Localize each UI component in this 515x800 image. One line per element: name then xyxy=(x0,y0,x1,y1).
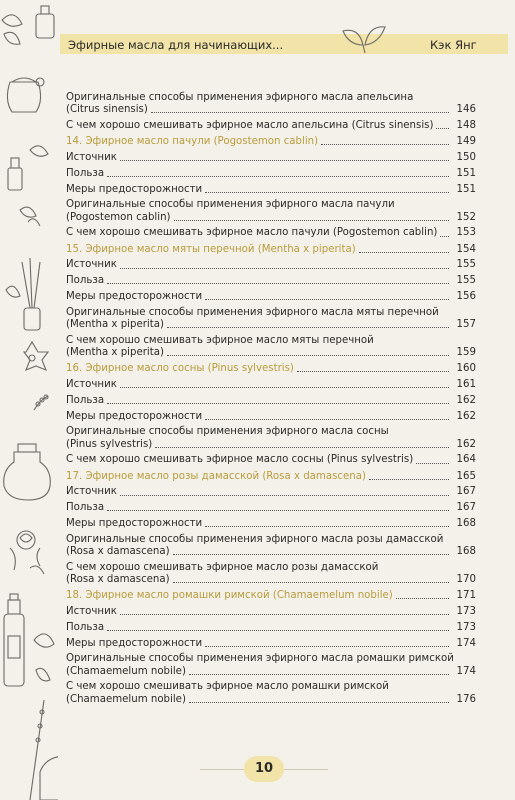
author-name: Кэк Янг xyxy=(430,38,477,52)
toc-entry-title: Источник xyxy=(66,378,117,390)
toc-page-number: 153 xyxy=(456,227,476,239)
toc-entry xyxy=(66,275,476,287)
toc-entry-title: Источник xyxy=(66,152,117,163)
dot-leader xyxy=(436,128,449,129)
leaf-icon xyxy=(2,15,22,44)
toc-entry-title: Меры предосторожности xyxy=(66,517,203,529)
toc-entry xyxy=(66,184,476,196)
toc-entry-title: Польза xyxy=(66,502,105,514)
toc-entry-title: С чем хорошо смешивать эфирное масло сосны (Pinus sylvestris) xyxy=(66,454,414,466)
toc-entry-title-cont: (Mentha x piperita) xyxy=(66,346,164,358)
dot-leader xyxy=(167,327,449,328)
toc-entry xyxy=(66,379,476,391)
dot-leader xyxy=(205,299,449,300)
toc-page-number: 168 xyxy=(456,517,476,529)
spray-bottle-icon xyxy=(4,594,24,686)
dot-leader xyxy=(107,283,449,284)
dot-leader xyxy=(189,702,449,703)
dot-leader xyxy=(440,236,449,237)
dot-leader xyxy=(173,582,449,583)
left-decoration-strip xyxy=(0,0,58,800)
toc-entry-title: С чем хорошо смешивать эфирное масло мяты перечной xyxy=(66,334,374,346)
dot-leader xyxy=(189,674,449,675)
toc-entry xyxy=(66,199,476,223)
toc-page-number: 156 xyxy=(456,290,476,302)
oil-bottle-icon xyxy=(36,6,54,38)
toc-entry xyxy=(66,562,476,586)
dot-leader xyxy=(107,403,449,404)
dot-leader xyxy=(120,387,449,388)
toc-page-number: 167 xyxy=(456,486,476,498)
toc-entry-title: Польза xyxy=(66,167,105,179)
toc-entry-title: Меры предосторожности xyxy=(66,410,203,422)
toc-entry-title: Оригинальные способы применения эфирного масла сосны xyxy=(66,426,389,438)
toc-page-number: 171 xyxy=(456,590,476,602)
toc-entry-title: Польза xyxy=(66,275,105,287)
toc-entry-title-cont: (Chamaemelum nobile) xyxy=(66,665,186,677)
toc-page-number: 168 xyxy=(456,545,476,557)
toc-entry xyxy=(66,502,476,514)
footer-divider xyxy=(284,769,328,770)
toc-entry xyxy=(66,606,476,618)
toc-entry-title: Меры предосторожности xyxy=(66,290,203,302)
dot-leader xyxy=(359,252,449,253)
toc-entry-title: Меры предосторожности xyxy=(66,183,203,195)
toc-entry-title: 14. Эфирное масло пачули (Pogostemon cablin) xyxy=(66,136,319,148)
toc-entry xyxy=(66,152,476,164)
dot-leader xyxy=(205,192,449,193)
oil-bottle-icon xyxy=(40,756,58,800)
toc-entry xyxy=(66,534,476,558)
diffuser-sticks-icon xyxy=(22,258,40,330)
toc-entry-title: Оригинальные способы применения эфирного масла розы дамасской xyxy=(66,533,444,545)
toc-entry xyxy=(66,291,476,303)
toc-page-number: 152 xyxy=(456,211,476,223)
toc-section-heading xyxy=(66,136,476,148)
toc-page-number: 154 xyxy=(456,243,476,255)
toc-page-number: 174 xyxy=(456,665,476,677)
dot-leader xyxy=(321,144,449,145)
toc-entry-title-cont: (Mentha x piperita) xyxy=(66,318,164,330)
toc-entry-title: 18. Эфирное масло ромашки римской (Chamaemelum nobile) xyxy=(66,590,393,602)
toc-entry xyxy=(66,227,476,239)
toc-entry-title-cont: (Rosa x damascena) xyxy=(66,545,170,557)
toc-entry xyxy=(66,638,476,650)
toc-page-number: 162 xyxy=(456,438,476,450)
footer-divider xyxy=(200,769,244,770)
toc-entry-title-cont: (Pinus sylvestris) xyxy=(66,438,153,450)
toc-entry-title-cont: (Rosa x damascena) xyxy=(66,573,170,585)
dot-leader xyxy=(173,554,449,555)
toc-entry-title-cont: (Chamaemelum nobile) xyxy=(66,693,186,705)
leaf-icon xyxy=(34,634,54,681)
table-of-contents xyxy=(66,92,476,709)
toc-entry-title: С чем хорошо смешивать эфирное масло ромашки римской xyxy=(66,681,389,693)
toc-entry-title: Оригинальные способы применения эфирного масла апельсина xyxy=(66,92,414,103)
book-title: Эфирные масла для начинающих... xyxy=(68,38,284,52)
toc-page-number: 146 xyxy=(456,104,476,116)
toc-section-heading xyxy=(66,244,476,256)
toc-page-number: 160 xyxy=(456,363,476,375)
toc-entry xyxy=(66,411,476,423)
toc-entry-title: Оригинальные способы применения эфирного масла ромашки римской xyxy=(66,653,454,665)
potion-bottle-icon xyxy=(4,444,51,500)
dot-leader xyxy=(174,220,449,221)
toc-page-number: 167 xyxy=(456,502,476,514)
toc-page-number: 148 xyxy=(456,120,476,131)
toc-page-number: 162 xyxy=(456,394,476,406)
toc-entry xyxy=(66,426,476,450)
dot-leader xyxy=(167,355,449,356)
toc-entry xyxy=(66,335,476,359)
toc-section-heading xyxy=(66,590,476,602)
dot-leader xyxy=(107,176,449,177)
toc-entry-title: Оригинальные способы применения эфирного масла мяты перечной xyxy=(66,306,439,318)
dot-leader xyxy=(120,614,449,615)
dot-leader xyxy=(120,160,449,161)
toc-entry-title: Источник xyxy=(66,605,117,617)
oil-bottle-icon xyxy=(8,158,22,190)
toc-page-number: 173 xyxy=(456,605,476,617)
flower-icon xyxy=(24,342,48,370)
dot-leader xyxy=(120,495,449,496)
toc-section-heading xyxy=(66,363,476,375)
toc-entry-title: Источник xyxy=(66,259,117,271)
toc-page-number: 161 xyxy=(456,378,476,390)
toc-page-number: 150 xyxy=(456,152,476,163)
toc-page-number: 176 xyxy=(456,693,476,705)
toc-entry-title-cont: (Pogostemon cablin) xyxy=(66,211,171,223)
toc-entry xyxy=(66,259,476,271)
toc-entry-title: Меры предосторожности xyxy=(66,637,203,649)
dot-leader xyxy=(120,268,449,269)
dot-leader xyxy=(151,112,449,113)
toc-page-number: 151 xyxy=(456,183,476,195)
toc-page-number: 173 xyxy=(456,621,476,633)
pouch-icon xyxy=(7,78,44,112)
toc-section-heading xyxy=(66,471,476,483)
toc-entry-title: Источник xyxy=(66,486,117,498)
dot-leader xyxy=(205,526,449,527)
dot-leader xyxy=(396,598,449,599)
dot-leader xyxy=(155,447,449,448)
toc-page-number: 170 xyxy=(456,573,476,585)
toc-page-number: 174 xyxy=(456,637,476,649)
toc-page-number: 155 xyxy=(456,259,476,271)
toc-page-number: 151 xyxy=(456,167,476,179)
toc-entry-title: С чем хорошо смешивать эфирное масло апельсина (Citrus sinensis) xyxy=(66,120,434,131)
toc-page-number: 149 xyxy=(456,136,476,148)
toc-page-number: 159 xyxy=(456,346,476,358)
leaf-icon xyxy=(335,15,395,55)
toc-entry xyxy=(66,653,476,677)
toc-entry-title: Польза xyxy=(66,394,105,406)
toc-entry xyxy=(66,168,476,180)
toc-entry xyxy=(66,622,476,634)
toc-entry-title: 16. Эфирное масло сосны (Pinus sylvestris) xyxy=(66,363,294,375)
toc-entry xyxy=(66,307,476,331)
lavender-icon xyxy=(34,395,48,410)
toc-entry xyxy=(66,518,476,530)
dot-leader xyxy=(297,371,449,372)
toc-entry xyxy=(66,92,476,116)
toc-entry-title: Польза xyxy=(66,621,105,633)
toc-page-number: 164 xyxy=(456,454,476,466)
dot-leader xyxy=(205,646,449,647)
toc-entry-title: Оригинальные способы применения эфирного масла пачули xyxy=(66,199,395,211)
toc-page-number: 157 xyxy=(456,318,476,330)
toc-entry-title-cont: (Citrus sinensis) xyxy=(66,104,148,116)
toc-entry-title: С чем хорошо смешивать эфирное масло пачули (Pogostemon cablin) xyxy=(66,227,438,239)
leaf-icon xyxy=(30,566,44,574)
toc-entry xyxy=(66,395,476,407)
toc-entry xyxy=(66,120,476,132)
leaf-icon xyxy=(6,286,20,297)
dot-leader xyxy=(107,510,449,511)
toc-entry xyxy=(66,454,476,466)
toc-entry-title: 17. Эфирное масло розы дамасской (Rosa x damascena) xyxy=(66,470,366,482)
dot-leader xyxy=(416,463,449,464)
lavender-icon xyxy=(30,700,44,800)
dot-leader xyxy=(205,419,449,420)
page-number: 10 xyxy=(244,756,284,782)
leaf-icon xyxy=(20,146,48,226)
toc-entry xyxy=(66,681,476,705)
toc-entry xyxy=(66,486,476,498)
toc-page-number: 165 xyxy=(456,470,476,482)
toc-page-number: 162 xyxy=(456,410,476,422)
dot-leader xyxy=(369,479,449,480)
rose-icon xyxy=(10,531,40,570)
toc-page-number: 155 xyxy=(456,275,476,287)
toc-entry-title: 15. Эфирное масло мяты перечной (Mentha x piperita) xyxy=(66,243,356,255)
dot-leader xyxy=(107,630,449,631)
toc-entry-title: С чем хорошо смешивать эфирное масло розы дамасской xyxy=(66,561,379,573)
